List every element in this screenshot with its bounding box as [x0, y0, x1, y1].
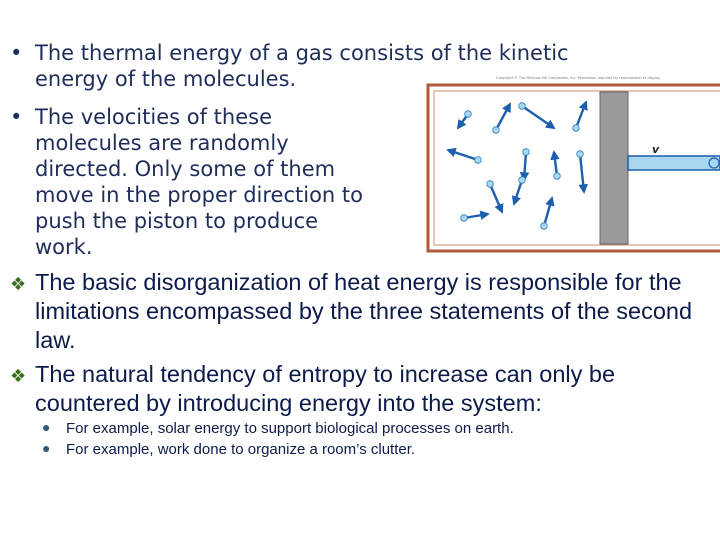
molecule [448, 150, 481, 163]
sub-bullet-dot: ● [42, 440, 51, 456]
molecule [461, 214, 488, 221]
sub-bullet-room [42, 439, 706, 460]
molecule [458, 111, 471, 128]
bullet-text: The basic disorganization of heat energy is responsible for the limitations encompassed by the three statements of the second law. [35, 269, 693, 353]
molecule [519, 103, 554, 128]
molecule [554, 152, 561, 179]
piston-rod [628, 156, 720, 170]
rod-end [709, 158, 719, 168]
piston-figure [426, 80, 720, 254]
molecule [541, 198, 552, 229]
molecule [514, 177, 525, 204]
sub-bullet-dot: ● [42, 419, 51, 435]
checkmark-diamond-icon: ❖ [10, 366, 27, 387]
sub-bullet-solar [42, 418, 706, 439]
velocity-label: v [652, 143, 660, 156]
bullet-velocities [10, 104, 365, 260]
bullet-dot: • [10, 105, 23, 129]
checkmark-diamond-icon: ❖ [10, 274, 27, 295]
bullet-entropy [10, 360, 715, 418]
piston [600, 92, 628, 244]
bullet-text: The velocities of these molecules are randomly directed. Only some of them move in the proper direction to push the piston to produce work. [35, 105, 363, 259]
molecule [493, 104, 510, 133]
bullet-dot: • [10, 41, 23, 65]
sub-bullet-text: For example, work done to organize a room’s clutter. [66, 441, 416, 458]
bullet-disorganization [10, 268, 715, 355]
figure-copyright: Copyright © The McGraw-Hill Companies, Inc. Permission required for reproduction or display. [496, 76, 661, 80]
bullet-text: The natural tendency of entropy to increase can only be countered by introducing energy into the system: [35, 361, 616, 416]
molecule [523, 149, 530, 180]
sub-bullet-text: For example, solar energy to support biological processes on earth. [66, 420, 514, 437]
molecule [577, 151, 584, 192]
molecule [573, 102, 586, 131]
molecule [487, 181, 502, 212]
bullet-text: The thermal energy of a gas consists of the kinetic energy of the molecules. [35, 41, 569, 91]
